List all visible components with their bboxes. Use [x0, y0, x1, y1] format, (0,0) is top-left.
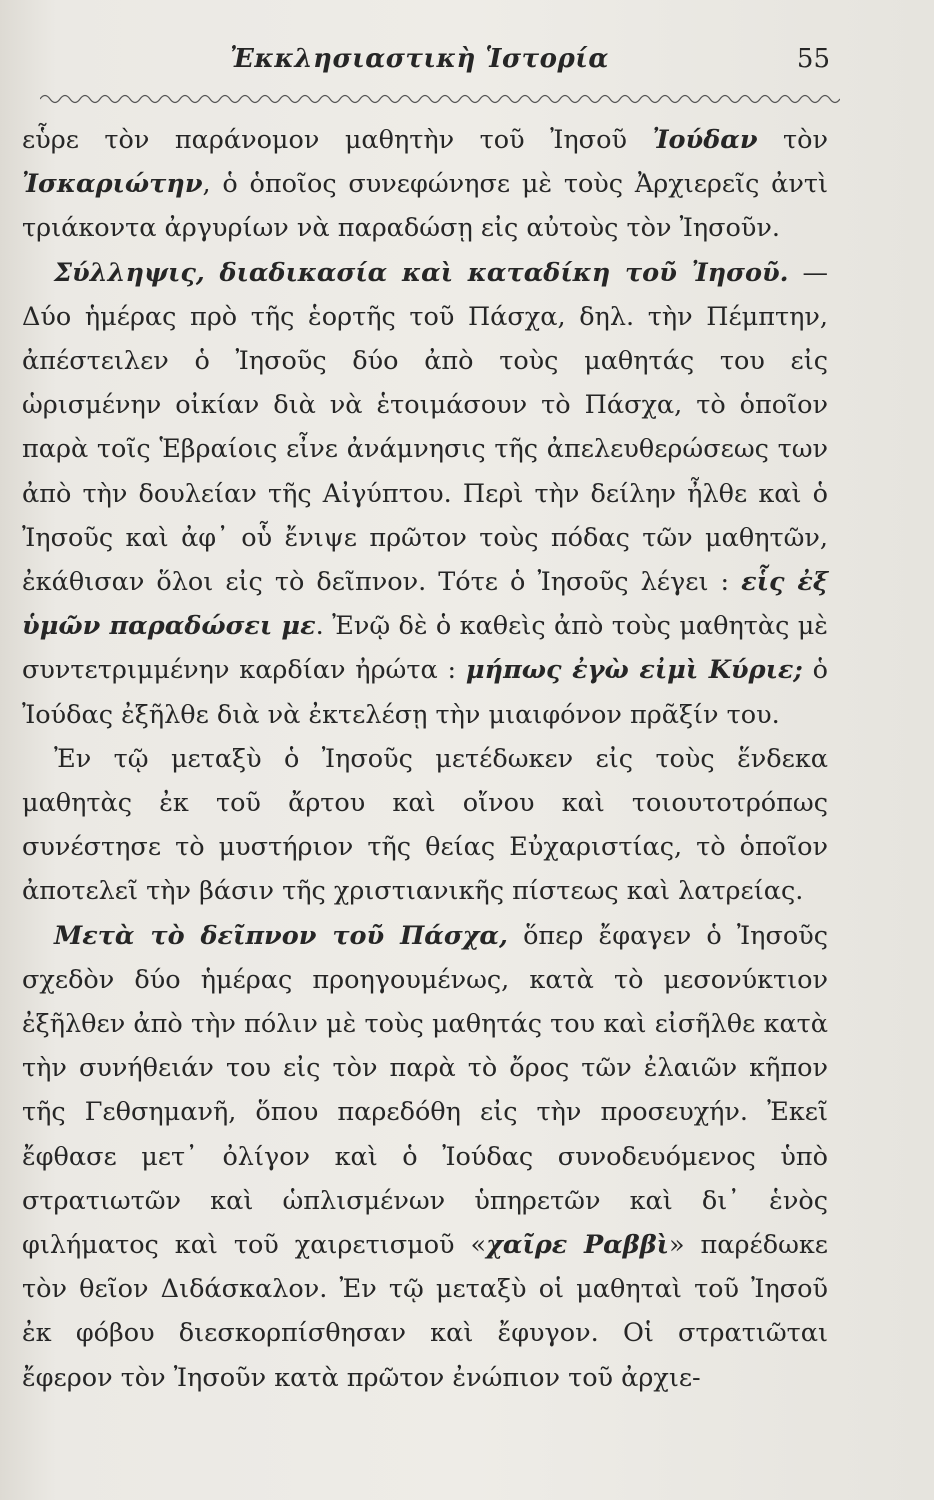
text-run: ὁ Ἰούδας ἐξῆλθε διὰ νὰ ἐκτελέσῃ τὴν μιαιφόνον πρᾶξίν του.: [22, 655, 828, 730]
page-number: 55: [796, 44, 830, 74]
emphasis-quote: εἷς ἐξ ὑμῶν παραδώσει με: [22, 567, 828, 642]
emphasis-quote: χαῖρε Ραββὶ: [486, 1230, 669, 1261]
paragraph-2: [22, 251, 828, 737]
emphasis-name-iscariot: Ἰσκαριώτην: [22, 169, 203, 200]
body-text: [22, 118, 828, 1400]
text-run: Ἐν τῷ μεταξὺ ὁ Ἰησοῦς μετέδωκεν εἰς τοὺς ἕνδεκα μαθητὰς ἐκ τοῦ ἄρτου καὶ οἴνου καὶ τοιουτοτρόπως συνέστησε τὸ μυστήριον τῆς θείας Εὐχαριστίας, τὸ ὁποῖον ἀποτελεῖ τὴν βάσιν τῆς χριστιανικῆς πίστεως καὶ λατρείας.: [22, 743, 828, 907]
text-run: τὸν: [757, 125, 828, 155]
text-run: — Δύο ἡμέρας πρὸ τῆς ἑορτῆς τοῦ Πάσχα, δηλ. τὴν Πέμπτην, ἀπέστειλεν ὁ Ἰησοῦς δύο ἀπὸ τοὺς μαθητάς του εἰς ὡρισμένην οἰκίαν διὰ νὰ ἑτοιμάσουν τὸ Πάσχα, τὸ ὁποῖον παρὰ τοῖς Ἑβραίοις εἶνε ἀνάμνησις τῆς ἀπελευθερώσεως των ἀπὸ τὴν δουλείαν τῆς Αἰγύπτου. Περὶ τὴν δείλην ἦλθε καὶ ὁ Ἰησοῦς καὶ ἀφ᾽ οὗ ἔνιψε πρῶτον τοὺς πόδας τῶν μαθητῶν, ἐκάθισαν ὅλοι εἰς τὸ δεῖπνον. Τότε ὁ Ἰησοῦς λέγει :: [22, 257, 829, 598]
paragraph-3: [22, 737, 828, 914]
emphasis-quote: μήπως ἐγὼ εἰμὶ Κύριε;: [465, 655, 803, 686]
page-header: [230, 44, 830, 88]
section-heading-after-supper: Μετὰ τὸ δεῖπνον τοῦ Πάσχα,: [54, 920, 508, 951]
paragraph-4: [22, 914, 828, 1400]
paragraph-1: [22, 118, 828, 251]
emphasis-name-judas: Ἰούδαν: [652, 125, 758, 155]
text-run: ὅπερ ἔφαγεν ὁ Ἰησοῦς σχεδὸν δύο ἡμέρας προηγουμένως, κατὰ τὸ μεσονύκτιον ἐξῆλθεν ἀπὸ τὴν πόλιν μὲ τοὺς μαθητάς του καὶ εἰσῆλθε κατὰ τὴν συνήθειάν του εἰς τὸν παρὰ τὸ ὄρος τῶν ἐλαιῶν κῆπον τῆς Γεθσημανῆ, ὅπου παρεδόθη εἰς τὴν προσευχήν. Ἐκεῖ ἔφθασε μετ᾽ ὀλίγον καὶ ὁ Ἰούδας συνοδευόμενος ὑπὸ στρατιωτῶν καὶ ὡπλισμένων ὑπηρετῶν καὶ δι᾽ ἑνὸς φιλήματος καὶ τοῦ χαιρετισμοῦ «: [22, 920, 828, 1261]
text-run: , ὁ ὁποῖος συνεφώνησε μὲ τοὺς Ἀρχιερεῖς ἀντὶ τριάκοντα ἀργυρίων νὰ παραδώσῃ εἰς αὐτοὺς τὸν Ἰησοῦν.: [22, 169, 828, 244]
text-run: » παρέδωκε τὸν θεῖον Διδάσκαλον. Ἐν τῷ μεταξὺ οἱ μαθηταὶ τοῦ Ἰησοῦ ἐκ φόβου διεσκορπίσθησαν καὶ ἔφυγον. Οἱ στρατιῶται ἔφερον τὸν Ἰησοῦν κατὰ πρῶτον ἐνώπιον τοῦ ἀρχιε-: [22, 1230, 829, 1393]
section-heading-arrest: Σύλληψις, διαδικασία καὶ καταδίκη τοῦ Ἰησοῦ.: [54, 257, 789, 288]
wavy-rule-ornament: [40, 88, 840, 110]
text-run: . Ἐνῷ δὲ ὁ καθεὶς ἀπὸ τοὺς μαθητὰς μὲ συντετριμμένην καρδίαν ἠρώτα :: [22, 611, 828, 686]
text-run: εὗρε τὸν παράνομον μαθητὴν τοῦ Ἰησοῦ: [22, 125, 653, 155]
running-title: Ἐκκλησιαστικὴ Ἱστορία: [230, 44, 609, 74]
